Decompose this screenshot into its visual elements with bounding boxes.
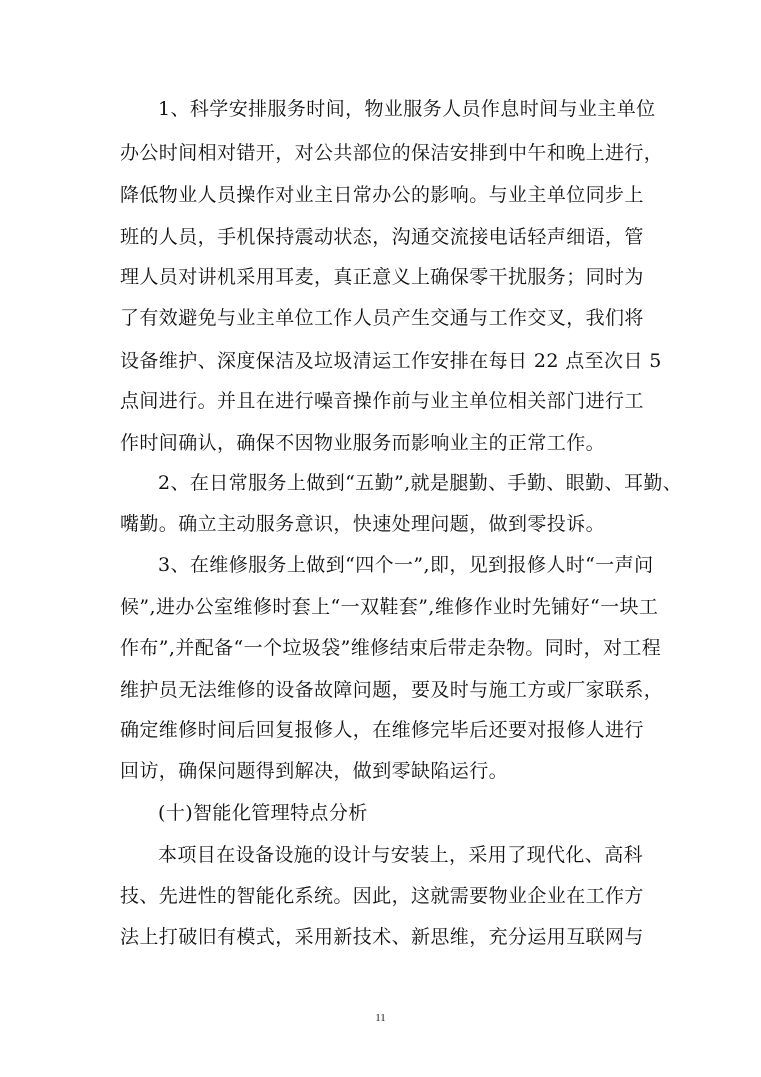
text-line: 班的人员，手机保持震动状态，沟通交流接电话轻声细语，管 [120,226,644,248]
text-line: 理人员对讲机采用耳麦，真正意义上确保零干扰服务；同时为 [120,266,644,288]
text-line: 作时间确认，确保不因物业服务而影响业主的正常工作。 [120,432,606,454]
text-line: 本项目在设备设施的设计与安装上，采用了现代化、高科 [158,844,644,866]
text-line: 技、先进性的智能化系统。因此，这就需要物业企业在工作方 [120,885,644,907]
section-heading: (十)智能化管理特点分析 [158,802,368,824]
text-line: 了有效避免与业主单位工作人员产生交通与工作交叉，我们将 [120,307,644,329]
text-line: 回访，确保问题得到解决，做到零缺陷运行。 [120,760,509,782]
text-line: 点间进行。并且在进行噪音操作前与业主单位相关部门进行工 [120,390,644,412]
page-number: 11 [375,1012,386,1024]
text-line: 候”,进办公室维修时套上“一双鞋套”,维修作业时先铺好“一块工 [120,596,659,618]
text-line: 法上打破旧有模式，采用新技术、新思维，充分运用互联网与 [120,926,644,948]
text-line: 设备维护、深度保洁及垃圾清运工作安排在每日 22 点至次日 5 [120,350,662,372]
text-line: 办公时间相对错开，对公共部位的保洁安排到中午和晚上进行， [120,142,664,164]
text-line: 嘴勤。确立主动服务意识，快速处理问题，做到零投诉。 [120,513,606,535]
text-line: 3、在维修服务上做到“四个一”,即，见到报修人时“一声问 [158,554,654,576]
text-line: 2、在日常服务上做到“五勤”,就是腿勤、手勤、眼勤、耳勤、 [158,472,683,494]
text-line: 作布”,并配备“一个垃圾袋”维修结束后带走杂物。同时，对工程 [120,637,662,659]
text-line: 降低物业人员操作对业主日常办公的影响。与业主单位同步上 [120,184,644,206]
text-line: 维护员无法维修的设备故障问题，要及时与施工方或厂家联系， [120,679,664,701]
text-line: 1、科学安排服务时间，物业服务人员作息时间与业主单位 [158,98,656,120]
text-line: 确定维修时间后回复报修人，在维修完毕后还要对报修人进行 [120,719,644,741]
